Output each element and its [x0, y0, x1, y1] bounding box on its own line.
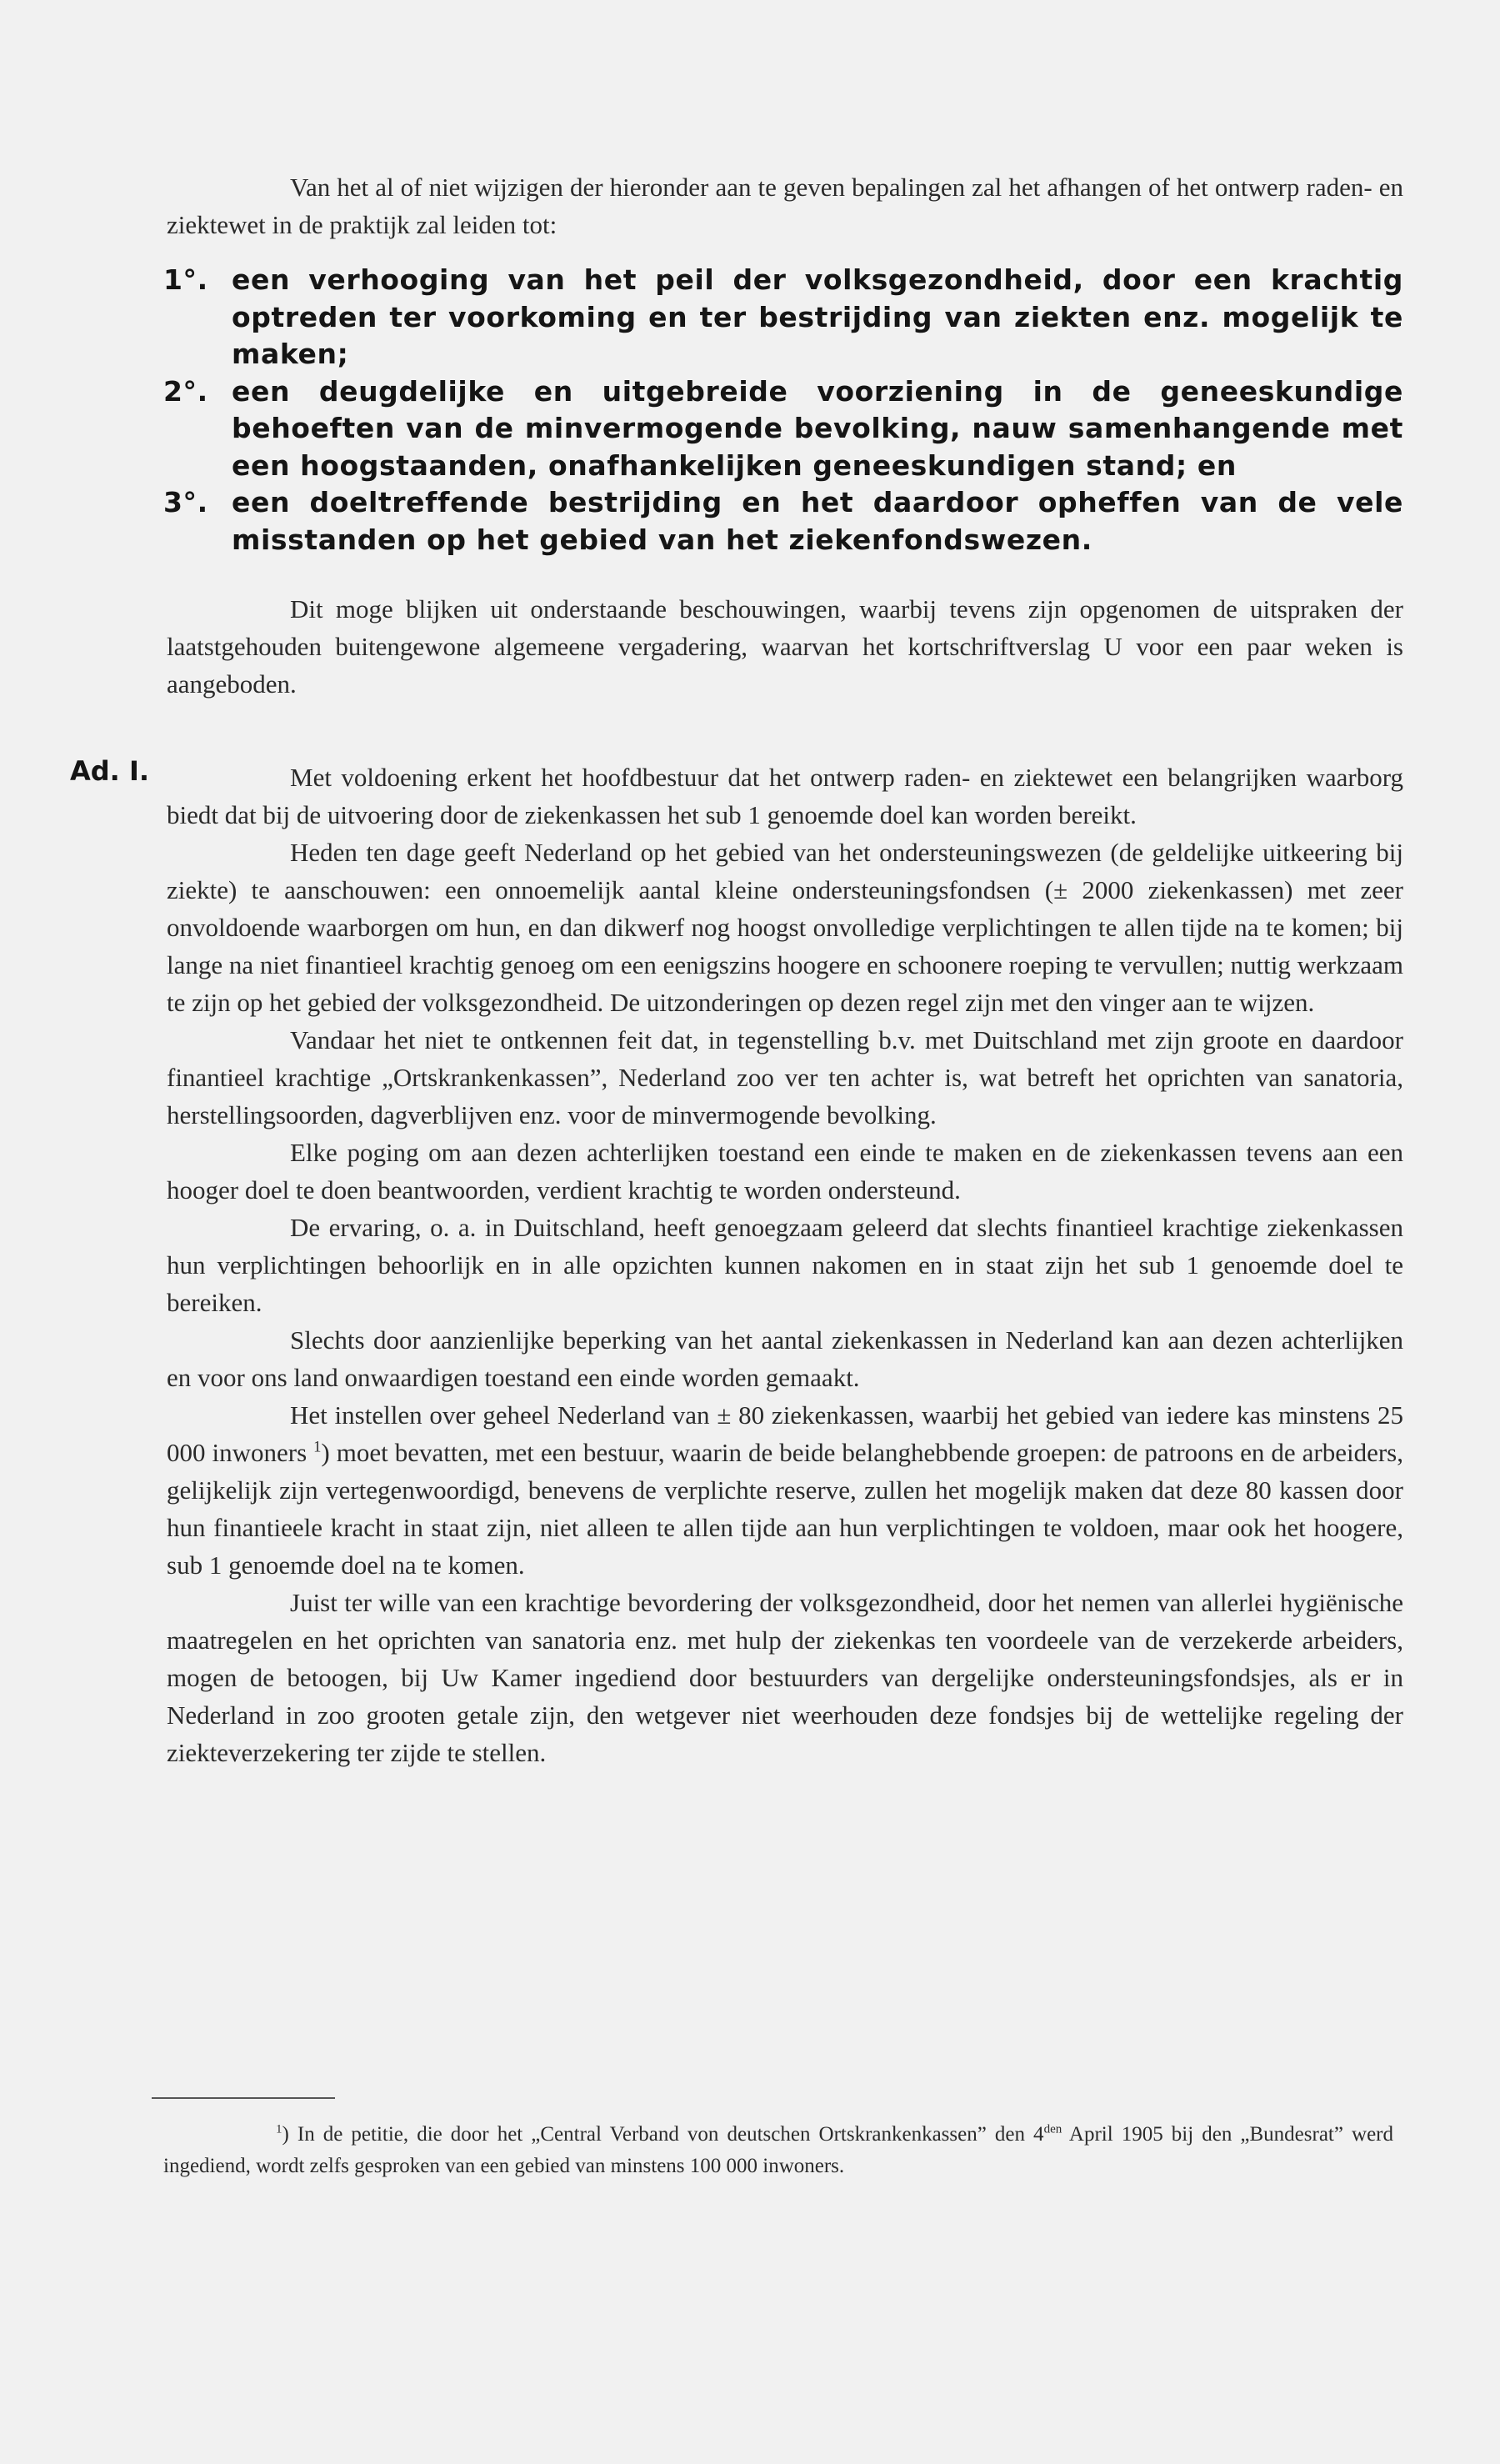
body-paragraph: Elke poging om aan dezen achterlijken toestand een einde te maken en de ziekenkassen tevens aan een hooger doel te doen beantwoorden, verdient krachtig te worden ondersteund.: [167, 1138, 1403, 1204]
item-text: een verhooging van het peil der volksgezondheid, door een krachtig optreden ter voorkoming en ter bestrijding van ziekten enz. mogelijk te maken;: [232, 263, 1403, 370]
item-text: een doeltreffende bestrijding en het daardoor opheffen van de vele misstanden op het gebied van het ziekenfondswezen.: [232, 486, 1403, 556]
item-number: 2°.: [163, 374, 208, 408]
body-paragraph: Vandaar het niet te ontkennen feit dat, in tegenstelling b.v. met Duitschland met zijn groote en daardoor finantieel krachtige „Ortskrankenkassen”, Nederland zoo ver ten achter is, wat betreft het oprichten van sanatoria, herstellingsoorden, dagverblijven enz. voor de minvermogende bevolking.: [167, 1025, 1403, 1129]
body-paragraph-with-footnote: [167, 1396, 1403, 1584]
footnote-divider: [152, 2097, 335, 2099]
body-paragraph: De ervaring, o. a. in Duitschland, heeft genoegzaam geleerd dat slechts finantieel krachtige ziekenkassen hun verplichtingen behoorlijk en in alle opzichten kunnen nakomen en in staat zijn het sub 1 genoemde doel te bereiken.: [167, 1213, 1403, 1317]
intro-text: Van het al of niet wijzigen der hieronder aan te geven bepalingen zal het afhangen of het ontwerp raden- en ziektewet in de praktijk zal leiden tot:: [167, 173, 1403, 239]
intro-paragraph: [167, 168, 1403, 243]
explanation-text: Dit moge blijken uit onderstaande beschouwingen, waarbij tevens zijn opgenomen de uitspraken der laatstgehouden buitengewone algemeene vergadering, waarvan het kortschriftverslag U voor een paar weken is aangeboden.: [167, 594, 1403, 699]
list-item: [163, 373, 1403, 485]
text-after-ref: ) moet bevatten, met een bestuur, waarin de beide belanghebbende groepen: de patroons en de arbeiders, gelijkelijk zijn vertegenwoordigd, benevens de verplichte reserve, zullen het mogelijk maken dat deze 80 kassen door hun finantieele kracht in staat zijn, niet alleen te allen tijde aan hun verplichtingen te voldoen, maar ook het hoogere, sub 1 genoemde doel na te komen.: [167, 1438, 1403, 1580]
section-label: Ad. I.: [70, 755, 150, 787]
explanation-paragraph: [167, 590, 1403, 703]
footnote-ref: 1: [313, 1438, 322, 1456]
list-item: [163, 484, 1403, 558]
footnote-marker: 1: [276, 2122, 282, 2136]
body-paragraph: Heden ten dage geeft Nederland op het gebied van het ondersteuningswezen (de geldelijke uitkeering bij ziekte) te aanschouwen: een onnoemelijk aantal kleine ondersteuningsfondsen (± 2000 ziekenkassen) met zeer onvoldoende waarborgen om hun, en dan dikwerf nog hoogst onvolledige verplichtingen te allen tijde na te komen; bij lange na niet finantieel krachtig genoeg om een eenigszins hoogere en schoonere roeping te vervullen; nuttig werkzaam te zijn op het gebied der volksgezondheid. De uitzonderingen op dezen regel zijn met den vinger aan te wijzen.: [167, 838, 1403, 1017]
body-paragraph: Juist ter wille van een krachtige bevordering der volksgezondheid, door het nemen van allerlei hygiënische maatregelen en het oprichten van sanatoria enz. met hulp der ziekenkas ten voordeele van de verzekerde arbeiders, mogen de betoogen, bij Uw Kamer ingediend door bestuurders van dergelijke ondersteuningsfondsjes, als er in Nederland in zoo grooten getale zijn, den wetgever niet weerhouden deze fondsjes bij de wettelijke regeling der ziekteverzekering ter zijde te stellen.: [167, 1588, 1403, 1767]
footnote-text-cont: April 1905 bij den „Bundesrat” werd ingediend, wordt zelfs gesproken van een gebied van minstens 100 000 inwoners.: [163, 2123, 1393, 2177]
list-item: [163, 262, 1403, 373]
item-number: 3°.: [163, 486, 208, 518]
item-number: 1°.: [163, 263, 208, 296]
section-body: [167, 759, 1403, 1771]
item-text: een deugdelijke en uitgebreide voorziening in de geneeskundige behoeften van de minvermogende bevolking, nauw samenhangende met een hoogstaanden, onafhankelijken geneeskundigen stand; en: [232, 374, 1403, 482]
text-before-ref: Het instellen over geheel Nederland van ± 80 ziekenkassen, waarbij het gebied van iedere kas minstens 25 000 inwoners: [167, 1400, 1403, 1467]
footnote-date-sup: den: [1043, 2122, 1062, 2136]
footnote-text: ) In de petitie, die door het „Central Verband von deutschen Ortskrankenkassen” den 4: [282, 2123, 1044, 2146]
footnote: [163, 2119, 1393, 2182]
body-paragraph: Met voldoening erkent het hoofdbestuur dat het ontwerp raden- en ziektewet een belangrijken waarborg biedt dat bij de uitvoering door de ziekenkassen het sub 1 genoemde doel kan worden bereikt.: [167, 763, 1403, 829]
numbered-list: [163, 262, 1403, 558]
body-paragraph: Slechts door aanzienlijke beperking van het aantal ziekenkassen in Nederland kan aan dezen achterlijken en voor ons land onwaardigen toestand een einde worden gemaakt.: [167, 1325, 1403, 1392]
